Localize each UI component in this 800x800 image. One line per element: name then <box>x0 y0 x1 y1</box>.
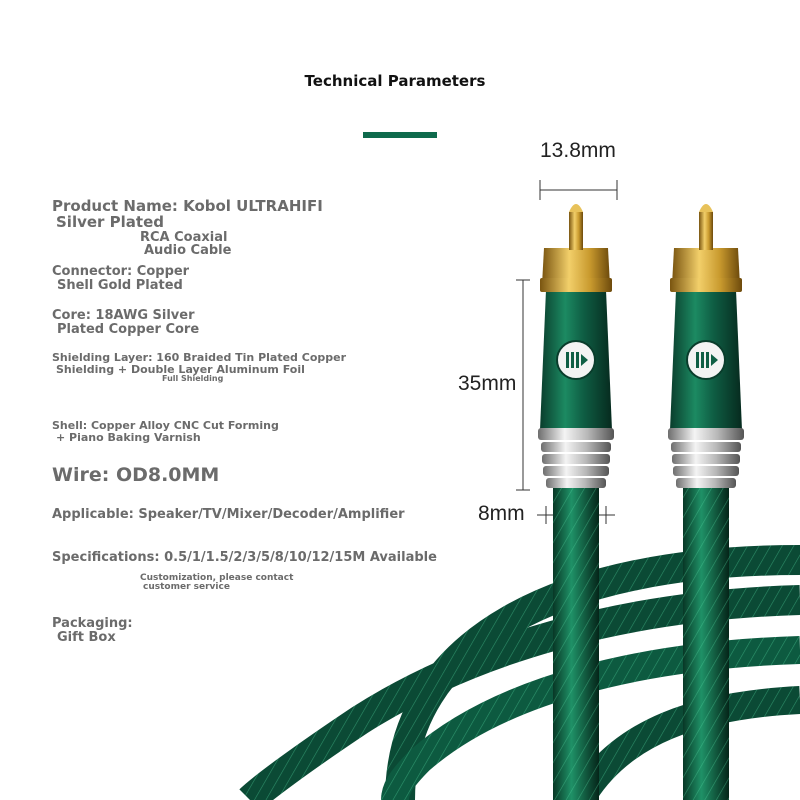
spec-core-line2: Plated Copper Core <box>57 321 200 337</box>
dimension-wire-width: 8mm <box>478 502 525 525</box>
spec-shielding-line1: Shielding Layer: 160 Braided Tin Plated Copper <box>52 351 347 364</box>
dimension-shell-length: 35mm <box>458 372 517 395</box>
spec-wire: Wire: OD8.0MM <box>52 464 220 486</box>
spec-applicable: Applicable: Speaker/TV/Mixer/Decoder/Amplifier <box>52 507 405 522</box>
spec-connector-line2: Shell Gold Plated <box>57 277 183 293</box>
spec-shielding-line3: Full Shielding <box>162 374 224 384</box>
page-title: Technical Parameters <box>304 72 486 90</box>
rca-plug-left <box>538 204 614 800</box>
spec-product-line4: Audio Cable <box>144 243 232 259</box>
spec-product-line3: RCA Coaxial <box>140 229 228 245</box>
spec-custom-line2: customer service <box>143 582 230 593</box>
dimension-plug-width: 13.8mm <box>540 139 616 162</box>
spec-packaging-line2: Gift Box <box>57 629 116 645</box>
spec-shielding-line2: Shielding + Double Layer Aluminum Foil <box>56 362 305 376</box>
spec-shell-line1: Shell: Copper Alloy CNC Cut Forming <box>52 419 279 432</box>
spec-custom-line1: Customization, please contact <box>140 573 294 583</box>
spec-core-line1: Core: 18AWG Silver <box>52 308 195 323</box>
spec-shell-line2: + Piano Baking Varnish <box>56 430 201 444</box>
spec-product-line2: Silver Plated <box>56 212 164 231</box>
spec-product-line1: Product Name: Kobol ULTRAHIFI <box>52 197 323 215</box>
spec-connector-line1: Connector: Copper <box>52 264 190 279</box>
spec-packaging-line1: Packaging: <box>52 616 133 631</box>
spec-specifications: Specifications: 0.5/1/1.5/2/3/5/8/10/12/15M Available <box>52 550 437 565</box>
